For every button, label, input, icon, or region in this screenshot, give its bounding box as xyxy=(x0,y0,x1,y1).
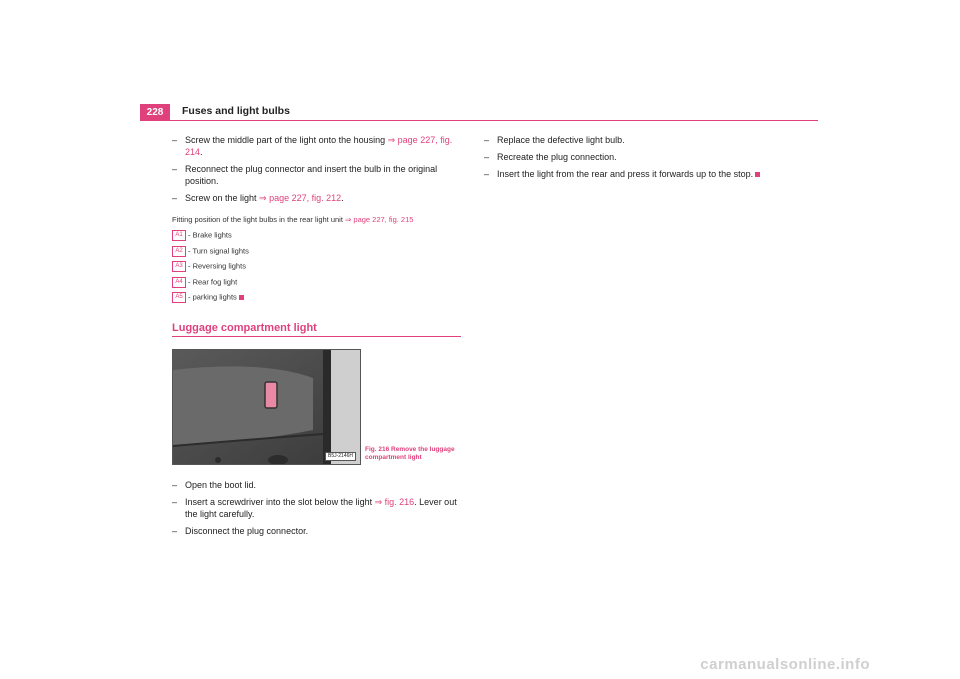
header-rule xyxy=(140,120,818,121)
figure-caption: Fig. 216 Remove the luggage compartment light xyxy=(365,446,455,461)
list-item: A1 - Brake lights xyxy=(172,230,249,246)
dash: – xyxy=(172,480,178,490)
cross-reference-link[interactable]: ⇒ page 227, fig. 212 xyxy=(259,193,342,203)
step-list-top xyxy=(172,134,462,204)
end-marker-icon xyxy=(755,172,760,177)
position-badge: A1 xyxy=(172,230,186,241)
end-marker-icon xyxy=(239,295,244,300)
dash: – xyxy=(172,135,178,145)
list-item: – Recreate the plug connection. xyxy=(484,152,617,162)
position-badge: A3 xyxy=(172,261,186,272)
dash: – xyxy=(172,526,178,536)
list-item: A2 - Turn signal lights xyxy=(172,246,249,262)
dash: – xyxy=(484,135,490,145)
list-item: – Replace the defective light bulb. xyxy=(484,135,625,145)
list-item: A4 - Rear fog light xyxy=(172,277,249,293)
dash: – xyxy=(484,169,490,179)
figure-code: B5J-2146H xyxy=(325,452,356,461)
list-item: – Insert a screwdriver into the slot below the light ⇒ fig. 216. Lever out the light carefully. xyxy=(172,497,457,519)
position-badge: A4 xyxy=(172,277,186,288)
list-item: – Insert the light from the rear and press it forwards up to the stop. xyxy=(484,168,784,180)
figure-image xyxy=(172,349,361,465)
cross-reference-link[interactable]: ⇒ page 227, fig. 215 xyxy=(345,215,414,224)
watermark: carmanualsonline.info xyxy=(700,656,870,673)
list-item: A3 - Reversing lights xyxy=(172,261,249,277)
list-item: – Open the boot lid. xyxy=(172,480,257,490)
cross-reference-link[interactable]: ⇒ fig. 216 xyxy=(374,497,415,507)
position-badge: A5 xyxy=(172,292,186,303)
dash: – xyxy=(172,164,178,174)
running-header: Fuses and light bulbs xyxy=(182,105,290,117)
list-item: A5 - parking lights xyxy=(172,292,249,308)
dash: – xyxy=(484,152,490,162)
list-item: – Screw on the light ⇒ page 227, fig. 212. xyxy=(172,193,344,203)
list-item: – Reconnect the plug connector and insert the bulb in the original position. xyxy=(172,164,438,186)
section-title: Luggage compartment light xyxy=(172,322,317,334)
dash: – xyxy=(172,497,178,507)
list-item: – Disconnect the plug connector. xyxy=(172,526,309,536)
fitting-intro: Fitting position of the light bulbs in the rear light unit ⇒ page 227, fig. 215 xyxy=(172,215,414,224)
section-rule xyxy=(172,336,461,337)
step-list-section xyxy=(172,479,462,537)
dash: – xyxy=(172,193,178,203)
page-number: 228 xyxy=(140,104,170,121)
list-item: – Screw the middle part of the light onto the housing ⇒ page 227, fig. 214. xyxy=(172,135,453,157)
step-list-right xyxy=(484,134,784,180)
bulb-list xyxy=(172,230,249,308)
luggage-light-illustration xyxy=(173,350,360,464)
cross-reference-link[interactable]: ⇒ page 227, fig. 214 xyxy=(185,135,453,157)
position-badge: A2 xyxy=(172,246,186,257)
